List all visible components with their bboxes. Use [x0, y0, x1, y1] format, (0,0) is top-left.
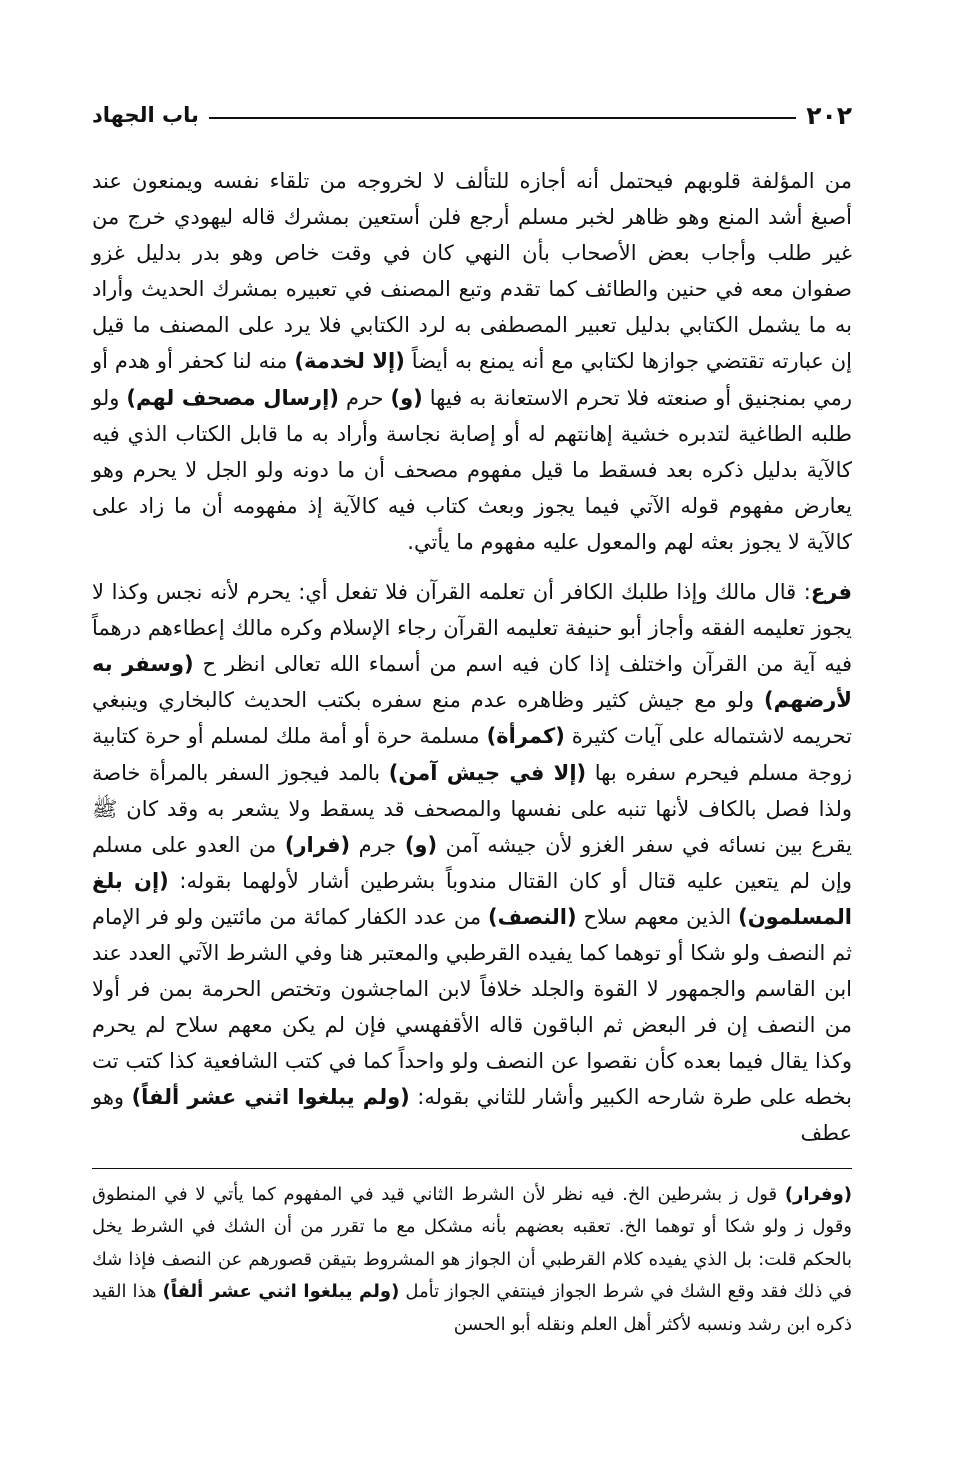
bold-matn-term: (وسفر به لأرضهم) [92, 652, 852, 713]
footnote-separator [92, 1168, 852, 1169]
text-run: الذين معهم سلاح [576, 904, 739, 929]
text-run: ولو مع جيش كثير وظاهره عدم منع سفره بكتب الحديث كالبخاري وينبغي تحريمه لاشتماله على آيات كثيرة [92, 688, 852, 749]
bold-matn-term: (فرار) [284, 832, 351, 857]
bold-matn-term: (ولم يبلغوا اثني عشر ألفاً) [162, 1281, 400, 1303]
text-run: ولو طلبه الطاغية لتدبره خشية إهانتهم له أو إصابة نجاسة وأراد به ما قابل الكتاب الذي فيه كالآية بدليل ذكره بعد فسقط ما قيل مفهوم مصحف أن ما دونه ولو الجل لا يحرم وهو يعارض مفهوم قوله الآتي فيما يجوز وبعث كتاب فيه كالآية إذ مفهومه أن ما زاد على كالآية لا يجوز بعثه لهم والمعول عليه مفهوم ما يأتي. [92, 385, 852, 554]
bold-matn-term: (النصف) [488, 904, 577, 929]
bold-matn-term: (و) [390, 385, 423, 410]
bold-matn-term: (ولم يبلغوا اثني عشر ألفاً) [131, 1085, 410, 1110]
bold-matn-term: (و) [404, 832, 438, 857]
page-number: ٢٠٢ [806, 100, 852, 130]
bold-matn-term: (إرسال مصحف لهم) [126, 385, 339, 410]
text-run: من العدو على مسلم وإن لم يتعين عليه قتال أو كان القتال مندوباً بشرطين أشار لأولهما بقوله: [92, 832, 852, 893]
text-run: قول ز بشرطين الخ. فيه نظر لأن الشرط الثاني قيد في المفهوم كما يأتي لا في المنطوق وقول ز ولو شكا أو توهما الخ. تعقبه بعضهم بأنه مشكل مع ما تقرر من أن الشك في الشرط يخل بالحكم قلت: بل الذي يفيده كلام القرطبي أن الجواز هو المشروط بتيقن قصورهم عن النصف فإذا شك في ذلك فقد وقع الشك في شرط الجواز فينتفي الجواز تأمل [92, 1183, 853, 1303]
text-run: هذا القيد ذكره ابن رشد ونسبه لأكثر أهل العلم ونقله أبو الحسن [92, 1281, 852, 1335]
bold-matn-term: (وفرار) [784, 1183, 852, 1205]
text-run: وهو عطف [92, 1085, 852, 1146]
main-paragraph-2-far [92, 574, 852, 1152]
text-run: من عدد الكفار كمائة من مائتين ولو فر الإمام ثم النصف ولو شكا أو توهما كما يفيده القرطبي والمعتبر هنا وفي الشرط الآتي العدد عند ابن القاسم والجمهور لا القوة والجلد خلافاً لابن الماجشون وتختص الحرمة بمن فر أولا من النصف إن فر البعض ثم الباقون قاله الأقفهسي فإن لم يكن معهم سلاح لم يحرم وكذا يقال فيما بعده كأن نقصوا عن النصف ولو واحداً كما في كتب الشافعية كذا كتب تت بخطه على طرة شارحه الكبير وأشار للثاني بقوله: [92, 904, 853, 1110]
footnote-1 [92, 1179, 852, 1342]
text-run: بالمد فيجوز السفر بالمرأة خاصة ولذا فصل بالكاف لأنها تنبه على نفسها والمصحف قد يسقط ولا يشعر به وقد كان ﷺ يقرع بين نسائه في سفر الغزو لأن جيشه آمن [92, 760, 853, 857]
main-text [92, 163, 852, 1152]
text-run: منه لنا كحفر أو هدم أو رمي بمنجنيق أو صنعته فلا تحرم الاستعانة به فيها [92, 349, 853, 410]
main-paragraph-1 [92, 163, 852, 560]
bold-matn-term: (إن بلغ المسلمون) [92, 868, 852, 929]
text-run: جرم [350, 832, 405, 857]
bold-matn-term: (إلا في جيش آمن) [388, 760, 587, 785]
bold-matn-term: فرع [810, 580, 852, 605]
bold-matn-term: (إلا لخدمة) [294, 349, 405, 374]
text-run: مسلمة حرة أو أمة ملك لمسلم أو حرة كتابية زوجة مسلم فيحرم سفره بها [92, 724, 852, 785]
text-run: : قال مالك وإذا طلبك الكافر أن تعلمه القرآن فلا تفعل أي: يحرم لأنه نجس وكذا لا يجوز تعليمه الفقه وأجاز أبو حنيفة تعليمه القرآن رجاء الإسلام وكره مالك إعطاءهم درهماً فيه آية من القرآن واختلف إذا كان فيه اسم من أسماء الله تعالى انظر ح [92, 580, 852, 677]
text-run: حرم [338, 385, 391, 410]
footnotes [92, 1179, 852, 1342]
bold-matn-term: (كمرأة) [486, 724, 565, 749]
running-header [92, 95, 852, 135]
header-rule [209, 117, 796, 119]
book-page [92, 95, 852, 1341]
chapter-title: باب الجهاد [92, 103, 199, 127]
text-run: من المؤلفة قلوبهم فيحتمل أنه أجازه للتألف لا لخروجه من تلقاء نفسه ويمنعون عند أصبغ أشد المنع وهو ظاهر لخبر مسلم أرجع فلن أستعين بمشرك قاله ليهودي خرج من غير طلب وأجاب بعض الأصحاب بأن النهي كان في وقت خاص وهو بدر بدليل غزو صفوان معه في حنين والطائف كما تقدم وتبع المصنف في تعبيره بمشرك الحديث وأراد به ما يشمل الكتابي بدليل تعبير المصطفى به لرد الكتابي فلا يرد على المصنف ما قيل إن عبارته تقتضي جوازها لكتابي مع أنه يمنع به أيضاً [92, 169, 853, 374]
